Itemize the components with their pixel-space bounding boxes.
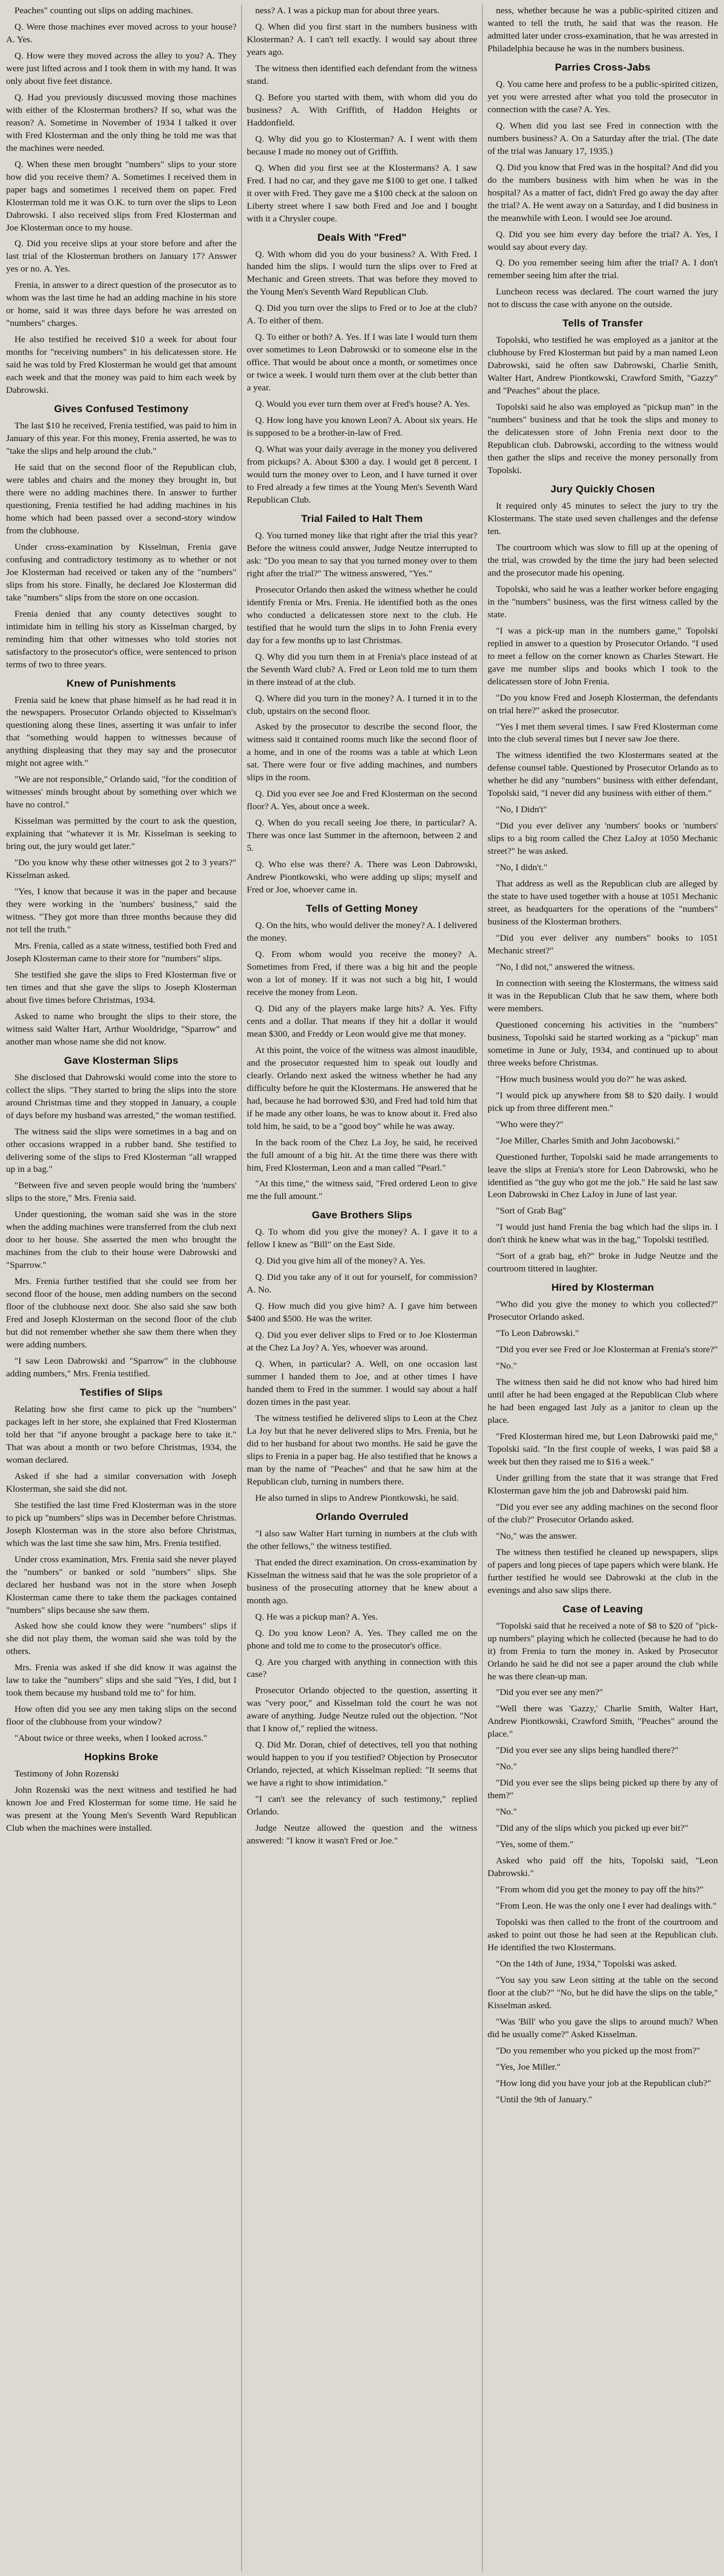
- paragraph: "Did you ever see the slips being picked up there by any of them?": [487, 1778, 718, 1801]
- paragraph: Q. Who else was there? A. There was Leon Dabrowski, Andrew Piontkowski, who were adding up slips; myself and Fred or Joe, whoever came in.: [247, 859, 477, 895]
- paragraph: Asked if she had a similar conversation with Joseph Klosterman, she said she did not.: [6, 1471, 237, 1494]
- paragraph: At this point, the voice of the witness was almost inaudible, and the prosecutor requested him to speak out loudly and clearly. Orlando next asked the witness whether he had any difficulty before he quit the Klostermans. He answered that he had, because he had borrowed $30, and Fred had told him that if he made any other loans, he was to know about it. Fred also told him, he said, to be a "good boy" while he was away.: [247, 1045, 477, 1131]
- paragraph: "Joe Miller, Charles Smith and John Jacobowski.": [496, 1135, 680, 1146]
- paragraph: "To Leon Dabrowski.": [496, 1328, 579, 1339]
- paragraph: "No.": [496, 1361, 517, 1372]
- paragraph: "We are not responsible," Orlando said, "for the condition of witnesses' minds brought about by something over which we have no control.": [6, 774, 237, 810]
- paragraph: Questioned concerning his activities in the "numbers" business, Topolski said he started working as a "pickup" man sometime in June or July, 1934, and continued up to about three weeks before Christmas.: [487, 1019, 718, 1068]
- paragraph: Q. On the hits, who would deliver the money? A. I delivered the money.: [247, 920, 477, 944]
- paragraph: He also turned in slips to Andrew Piontkowski, he said.: [255, 1492, 459, 1503]
- paragraph: "You say you saw Leon sitting at the table on the second floor at the club?" "No, but he did have the slips on the table," Kisselman asked.: [487, 1974, 718, 2011]
- paragraph: Under cross examination, Mrs. Frenia said she never played the "numbers" or banked or sold "numbers" slips. She declared her husband was not in the store when Joseph Klosterman came there to take them the packages contained "numbers" slips because she saw them.: [6, 1554, 237, 1615]
- paragraph: "Yes, I know that because it was in the paper and because they were working in the 'numbers' business," said the witness. "They got more than three months because they did not tell the truth.": [6, 886, 237, 935]
- paragraph: "I was a pick-up man in the numbers game," Topolski replied in answer to a question by Prosecutor Orlando. "I used to meet a fellow on the corner known as Charles Stewart. He gave me number slips and books which I took to the delicatessen store of John Frenia.: [487, 625, 718, 687]
- paragraph: "Was 'Bill' who you gave the slips to around much? When did he usually come?" Asked Kisselman.: [487, 2016, 718, 2040]
- paragraph: Under grilling from the state that it was strange that Fred Klosterman gave him the job and Dabrowski paid him.: [487, 1472, 718, 1496]
- paragraph: "I would pick up anywhere from $8 to $20 daily. I would pick up from three different men.": [487, 1090, 718, 1113]
- paragraph: Frenia said he knew that phase himself as he had read it in the newspapers. Prosecutor Orlando objected to Kisselman's questioning along these lines, asserting it was unfair to infer that "something would happen to witnesses because of anything displeasing that they may say and the prosecutor might not agree with.": [6, 695, 237, 769]
- paragraph: Under questioning, the woman said she was in the store when the adding machines were transferred from the club next door to her house. She asserted the men who brought the machines from the club to their house were Dabrowski and "Sparrow.": [6, 1209, 237, 1271]
- paragraph: John Rozenski was the next witness and testified he had known Joe and Fred Klosterman for some time. He said he was present at the Young Men's Seventh Ward Republican Club when the machines were installed.: [6, 1785, 237, 1834]
- paragraph: Relating how she first came to pick up the "numbers" packages left in her store, she explained that Fred Klosterman told her that "if anyone brought a package here to take it." That was about a month or two before Christmas, 1934, the woman declared.: [6, 1404, 237, 1465]
- subheading: Hired by Klosterman: [551, 1282, 655, 1294]
- paragraph: The courtroom which was slow to fill up at the opening of the trial, was crowded by the time the jury had been selected and the prosecutor made his opening.: [487, 542, 718, 578]
- paragraph: Mrs. Frenia further testified that she could see from her second floor of the house, men adding numbers on the second floor of the clubhouse next door. She also said she saw both Fred and Joseph Klosterman on the second floor of the club but did not remember whether she saw them there when they were adding numbers.: [6, 1276, 237, 1350]
- paragraph: "Topolski said that he received a note of $8 to $20 of "pick-up numbers" playing which he collected (because he had to do it) from Frenia to turn the money in. Asked by Prosecutor Orlando he said he did not see a paper around the club while he was there clean-up man.: [487, 1620, 718, 1682]
- paragraph: Q. Before you started with them, with whom did you do business? A. With Griffith, of Haddon Heights or Haddonfield.: [247, 92, 477, 128]
- paragraph: He also testified he received $10 a week for about four months for "receiving numbers" in his delicatessen store. He said he was told by Fred Klosterman he would get that amount each week and that the money was paid to him each week by Dabrowski.: [6, 334, 237, 396]
- paragraph: "Well there was 'Gazzy,' Charlie Smith, Walter Hart, Andrew Piontkowski, Crawford Smith, "Peaches" around the place.": [487, 1703, 718, 1740]
- paragraph: Prosecutor Orlando objected to the question, asserting it was "very poor," and Kisselman told the court he was not aware of anything. Judge Neutze ruled out the objection. "Not that I know of," replied the witness.: [247, 1685, 477, 1734]
- paragraph: Q. When do you recall seeing Joe there, in particular? A. There was once last Summer in the afternoon, between 2 and 5.: [247, 818, 477, 854]
- paragraph: Topolski said he also was employed as "pickup man" in the "numbers" business and that he took the slips and money to the delicatessen store of John Frenia next door to the Republican club. Dabrowski, according to the witness would then gather the slips and receive the money personally from Topolski.: [487, 402, 718, 476]
- paragraph: Q. With whom did you do your business? A. With Fred. I handed him the slips. I would turn the slips over to Fred at Mechanic and Green streets. That was before they moved to the Young Men's Seventh Ward Republican Club.: [247, 249, 477, 297]
- paragraph: "Do you know Fred and Joseph Klosterman, the defendants on trial here?" asked the prosecutor.: [487, 692, 718, 716]
- paragraph: Peaches" counting out slips on adding machines.: [14, 5, 193, 16]
- paragraph: The witness testified he delivered slips to Leon at the Chez La Joy but that he never delivered slips to Mrs. Frenia, but he did to her husband for about two months. He said he gave the slips to Frenia in a paper bag. He also testified that he knows a man by the name of "Peaches" and that he saw him at the Republican club, turning in numbers there.: [247, 1413, 477, 1487]
- paragraph: She testified the last time Fred Klosterman was in the store to pick up "numbers" slips was in December before Christmas. Joseph Klosterman was in the store also before Christmas, which was the last time she saw him, Mrs. Frenia testified.: [6, 1499, 237, 1548]
- article-column-2: [247, 5, 483, 2571]
- article-column-3: [487, 5, 718, 2571]
- paragraph: Q. What was your daily average in the money you delivered from pickups? A. About $300 a day. I would get 8 percent. I would turn the money over to Leon, and I have turned it over to Fred already a few times at the Young Men's Seventh Ward Republican Club.: [247, 444, 477, 505]
- paragraph: ness? A. I was a pickup man for about three years.: [255, 5, 440, 16]
- paragraph: In connection with seeing the Klostermans, the witness said it was in the Republican Club that he saw them, where both were members.: [487, 978, 718, 1014]
- paragraph: ness, whether because he was a public-spirited citizen and wanted to tell the truth, he said that was the reason. He admitted later under cross-examination, that he was arrested in Philadelphia because he was in the numbers business.: [487, 5, 718, 54]
- paragraph: Q. From whom would you receive the money? A. Sometimes from Fred, if there was a big hit and the people won a lot of money. If it was not such a big hit, I would receive the money from Leon.: [247, 949, 477, 997]
- paragraph: It required only 45 minutes to select the jury to try the Klostermans. The state used seven challenges and the defense ten.: [487, 501, 718, 536]
- subheading: Trial Failed to Halt Them: [301, 512, 423, 524]
- paragraph: Asked by the prosecutor to describe the second floor, the witness said it contained rooms much like the second floor of a home, and in one of the rooms was a table at which Leon sat. There were four or five adding machines, and numbers slips in the room.: [247, 722, 477, 783]
- paragraph: "How long did you have your job at the Republican club?": [496, 2078, 711, 2088]
- paragraph: Topolski was then called to the front of the courtroom and asked to point out those he had seen at the Republican club. He identified the two Klostermans.: [487, 1917, 718, 1953]
- subheading: Parries Cross-Jabs: [554, 61, 651, 73]
- paragraph: Q. He was a pickup man? A. Yes.: [255, 1611, 378, 1622]
- paragraph: Q. Would you ever turn them over at Fred's house? A. Yes.: [255, 399, 470, 410]
- paragraph: Q. Did you ever see Joe and Fred Klosterman on the second floor? A. Yes, about once a week.: [247, 789, 477, 812]
- subheading: Case of Leaving: [562, 1603, 643, 1615]
- paragraph: "Who were they?": [496, 1119, 564, 1130]
- paragraph: Q. Where did you turn in the money? A. I turned it in to the club, upstairs on the second floor.: [247, 693, 477, 716]
- paragraph: Q. When, in particular? A. Well, on one occasion last summer I handed them to Joe, and at other times I have handed them to Fred in the summer. I would say about a half dozen times in the past year.: [247, 1359, 477, 1408]
- paragraph: The witness said the slips were sometimes in a bag and on other occasions wrapped in a rubber band. She testified to delivering some of the slips to Fred Klosterman "all wrapped up in a bag.": [6, 1126, 237, 1175]
- paragraph: He said that on the second floor of the Republican club, were tables and chairs and the money they brought in, but there were no adding machines there. In answer to further questioning, Frenia testified he had adding machines in his home which had been passed over a second-story window from the clubhouse.: [6, 462, 237, 536]
- paragraph: Asked who paid off the hits, Topolski said, "Leon Dabrowski.": [487, 1856, 718, 1879]
- paragraph: "Did you ever see any men?": [496, 1687, 603, 1698]
- subheading: Tells of Transfer: [562, 317, 643, 329]
- paragraph: Q. Are you charged with anything in connection with this case?: [247, 1656, 477, 1680]
- paragraph: She testified she gave the slips to Fred Klosterman five or ten times and that she gave the slips to Joseph Klosterman about five times before Christmas, 1934.: [6, 969, 237, 1005]
- paragraph: Q. To either or both? A. Yes. If I was late I would turn them over sometimes to Leon Dabrowski or to someone else in the office. That would be about once a month, or sometimes once or twice a week. I would turn them over at the club better than a year.: [247, 332, 477, 393]
- paragraph: Prosecutor Orlando then asked the witness whether he could identify Frenia or Mrs. Frenia. He identified both as the ones who conducted a delicatessen store next to the club. He testified that he would turn the slips in to John Frenia every day for a few months up to last Christmas.: [247, 584, 477, 646]
- paragraph: Q. Did you take any of it out for yourself, for commission? A. No.: [247, 1272, 477, 1296]
- paragraph: Q. You came here and profess to be a public-spirited citizen, yet you were arrested after what you told the prosecutor in connection with the case? A. Yes.: [487, 78, 718, 115]
- paragraph: "How much business would you do?" he was asked.: [496, 1073, 687, 1084]
- subheading: Deals With "Fred": [317, 231, 407, 243]
- paragraph: "From whom did you get the money to pay off the hits?": [496, 1884, 704, 1895]
- paragraph: The witness then said he did not know who had hired him until after he had been engaged at the Republican Club where he had been engaged last July as a janitor to clean up the place.: [487, 1377, 718, 1426]
- paragraph: "Did you ever deliver any numbers" books to 1051 Mechanic street?": [487, 933, 718, 956]
- paragraph: "No, I Didn't": [496, 804, 547, 815]
- paragraph: "No, I didn't.": [496, 862, 548, 873]
- subheading: Gives Confused Testimony: [54, 403, 189, 415]
- paragraph: That address as well as the Republican club are alleged by the state to have used together with a house at 1051 Mechanic street, as headquarters for the operations of the "numbers" business of the Klosterman brothers.: [487, 879, 718, 927]
- paragraph: "Did you ever see Fred or Joe Klosterman at Frenia's store?": [496, 1344, 718, 1355]
- paragraph: Q. Did you turn over the slips to Fred or to Joe at the club? A. To either of them.: [247, 303, 477, 326]
- paragraph: Under cross-examination by Kisselman, Frenia gave confusing and contradictory testimony as to whether or not Joe Klosterman had received or taken any of the "numbers" slips from his store. Finally, he declared Joe Klosterman did take "numbers" slips from the store on one occasion.: [6, 541, 237, 603]
- paragraph: Q. Did you know that Fred was in the hospital? And did you do the numbers business with him when he was in the hospital? As a matter of fact, didn't Fred go away the day after the trial? A. He went away on a Saturday, and I did business in the meanwhile with Leon. I would see Joe around.: [487, 162, 718, 223]
- paragraph: "I saw Leon Dabrowski and "Sparrow" in the clubhouse adding numbers," Mrs. Frenia testified.: [6, 1356, 237, 1379]
- subheading: Testifies of Slips: [80, 1386, 163, 1398]
- paragraph: "Until the 9th of January.": [496, 2094, 592, 2105]
- paragraph: "Who did you give the money to which you collected?" Prosecutor Orlando asked.: [487, 1299, 718, 1323]
- paragraph: "No," was the answer.: [496, 1530, 577, 1541]
- paragraph: Q. Did you ever deliver slips to Fred or to Joe Klosterman at the Chez La Joy? A. Yes, whoever was around.: [247, 1330, 477, 1353]
- paragraph: Q. Why did you turn them in at Frenia's place instead of at the Seventh Ward club? A. Fred or Leon told me to turn them in there instead of at the club.: [247, 651, 477, 687]
- paragraph: "Did you ever see any slips being handled there?": [496, 1745, 679, 1756]
- subheading: Gave Klosterman Slips: [64, 1054, 179, 1066]
- subheading: Knew of Punishments: [66, 677, 176, 689]
- paragraph: "I would just hand Frenia the bag which had the slips in. I don't think he knew what was in the bag," Topolski testified.: [487, 1222, 718, 1245]
- paragraph: Q. Do you know Leon? A. Yes. They called me on the phone and told me to come to the prosecutor's office.: [247, 1627, 477, 1651]
- paragraph: Mrs. Frenia was asked if she did know it was against the law to take the "numbers" slips and she said "Yes, I did, but I took them because my husband told me to" for him.: [6, 1662, 237, 1699]
- paragraph: Q. How much did you give him? A. I gave him between $400 and $500. He was the writer.: [247, 1301, 477, 1325]
- paragraph: "I can't see the relevancy of such testimony," replied Orlando.: [247, 1794, 477, 1818]
- paragraph: Q. Do you remember seeing him after the trial? A. I don't remember seeing him after the trial.: [487, 258, 718, 281]
- paragraph: Q. Did you give him all of the money? A. Yes.: [255, 1256, 425, 1267]
- subheading: Hopkins Broke: [84, 1751, 159, 1763]
- paragraph: The witness identified the two Klostermans seated at the defense counsel table. Questioned by Prosecutor Orlando as to whether he did any "numbers" business with either defendant, Topolski said, "I never did any business with either of them.": [487, 750, 718, 799]
- paragraph: "Yes, Joe Miller.": [496, 2061, 561, 2072]
- paragraph: Q. Did you receive slips at your store before and after the last trial of the Klosterman brothers on January 17? Answer yes or no. A. Yes.: [6, 238, 237, 275]
- paragraph: Luncheon recess was declared. The court warned the jury not to discuss the case with anyone on the outside.: [487, 287, 718, 310]
- paragraph: Q. When did you first start in the numbers business with Klosterman? A. I can't tell exactly. I would say about three years ago.: [247, 21, 477, 57]
- paragraph: "About twice or three weeks, when I looked across.": [14, 1733, 208, 1744]
- article-column-1: [6, 5, 242, 2571]
- paragraph: "No.": [496, 1807, 517, 1818]
- paragraph: Asked how she could know they were "numbers" slips if she did not play them, the woman said she was told by the others.: [6, 1621, 237, 1657]
- paragraph: "No, I did not," answered the witness.: [496, 961, 635, 972]
- paragraph: In the back room of the Chez La Joy, he said, he received the full amount of a big hit. At the time there was there with him, Fred Klosterman, Leon and a man called "Pearl.": [247, 1137, 477, 1173]
- paragraph: "Sort of a grab bag, eh?" broke in Judge Neutze and the courtroom tittered in laughter.: [487, 1251, 718, 1274]
- paragraph: Mrs. Frenia, called as a state witness, testified both Fred and Joseph Klosterman came to their store for "numbers" slips.: [6, 940, 237, 964]
- paragraph: Topolski, who testified he was employed as a janitor at the clubhouse by Fred Klosterman but paid by a man named Leon Dabrowski, said he often saw Dabrowski, Charlie Smith, Walter Hart, Andrew Piontkowski, Crawford Smith, "Gazzy" and "Peaches" about the place.: [487, 335, 718, 396]
- paragraph: "Do you remember who you picked up the most from?": [496, 2045, 700, 2056]
- paragraph: Q. When did you last see Fred in connection with the numbers business? A. On a Saturday after the trial. (The date of the trial was January 17, 1935.): [487, 120, 718, 156]
- paragraph: That ended the direct examination. On cross-examination by Kisselman the witness said that he was the sole proprietor of a business of the prosecuting attorney that he knew about a month ago.: [247, 1557, 477, 1606]
- paragraph: Q. Did any of the players make large hits? A. Yes. Fifty cents and a dollar. That means if they hit a dollar it would mean $300, and Freddy or Leon would give me that money.: [247, 1003, 477, 1039]
- paragraph: Q. When these men brought "numbers" slips to your store how did you receive them? A. Sometimes I received them in paper bags and sometimes I received them on paper. Fred Klosterman told me it was O.K. to turn over the slips to Leon Dabrowski. I also received slips from Fred Klosterman and Joe Klosterman once to my house.: [6, 159, 237, 233]
- paragraph: Testimony of John Rozenski: [14, 1769, 119, 1779]
- paragraph: The witness then identified each defendant from the witness stand.: [247, 63, 477, 86]
- paragraph: Frenia, in answer to a direct question of the prosecutor as to whom was the last time he had an adding machine in his store or home, said it was three days before he was arrested on "numbers" charges.: [6, 280, 237, 329]
- paragraph: "From Leon. He was the only one I ever had dealings with.": [496, 1901, 717, 1912]
- paragraph: Q. To whom did you give the money? A. I gave it to a fellow I knew as "Bill" on the East Side.: [247, 1227, 477, 1250]
- paragraph: "Sort of Grab Bag": [496, 1206, 567, 1216]
- paragraph: "Did you ever deliver any 'numbers' books or 'numbers' slips to a big room called the Chez LaJoy at 1050 Mechanic street?" he was asked.: [487, 821, 718, 857]
- paragraph: Q. Did you see him every day before the trial? A. Yes, I would say about every day.: [487, 229, 718, 252]
- paragraph: Asked to name who brought the slips to their store, the witness said Walter Hart, Arthur Wooldridge, "Sparrow" and another man whose name she did not know.: [6, 1011, 237, 1047]
- paragraph: Topolski, who said he was a leather worker before engaging in the "numbers" business, was the first witness called by the state.: [487, 584, 718, 620]
- paragraph: Q. Were those machines ever moved across to your house? A. Yes.: [6, 21, 237, 45]
- subheading: Gave Brothers Slips: [311, 1209, 413, 1221]
- paragraph: "At this time," the witness said, "Fred ordered Leon to give me the full amount.": [247, 1178, 477, 1202]
- subheading: Tells of Getting Money: [306, 903, 418, 915]
- paragraph: Q. How were they moved across the alley to you? A. They were just lifted across and I took them in with my hand. It was only about five feet distance.: [6, 50, 237, 86]
- subheading: Jury Quickly Chosen: [550, 483, 655, 495]
- paragraph: "No.": [496, 1761, 517, 1772]
- paragraph: The last $10 he received, Frenia testified, was paid to him in January of this year. For this money, Frenia asserted, he was to "take the slips and help around the club.": [6, 421, 237, 457]
- paragraph: Q. You turned money like that right after the trial this year? Before the witness could answer, Judge Neutze interrupted to ask: "Do you mean to say that you turned money over to them right after the trial?" The witness answered, "Yes.": [247, 530, 477, 579]
- paragraph: Q. Why did you go to Klosterman? A. I went with them because I made no money out of Griffith.: [247, 133, 477, 157]
- paragraph: "Between five and seven people would bring the 'numbers' slips to the store," Mrs. Frenia said.: [6, 1180, 237, 1204]
- paragraph: Judge Neutze allowed the question and the witness answered: "I know it wasn't Fred or Joe.": [247, 1823, 477, 1846]
- paragraph: Kisselman was permitted by the court to ask the question, explaining that "whatever it is Mr. Kisselman is seeking to bring out, the jury would get later.": [6, 816, 237, 852]
- paragraph: Q. When did you first see at the Klostermans? A. I saw Fred. I had no car, and they gave me $100 to get one. I talked it over with Fred. They gave me a $100 check at the saloon on Liberty street where I saw both Fred and Joe and I bought with it a Chrysler coupe.: [247, 162, 477, 224]
- paragraph: "Yes, some of them.": [496, 1839, 574, 1850]
- subheading: Orlando Overruled: [316, 1510, 408, 1522]
- paragraph: "On the 14th of June, 1934," Topolski was asked.: [496, 1958, 678, 1969]
- paragraph: Q. How long have you known Leon? A. About six years. He is supposed to be a brother-in-law of Fred.: [247, 415, 477, 439]
- paragraph: "Do you know why these other witnesses got 2 to 3 years?" Kisselman asked.: [6, 857, 237, 881]
- paragraph: How often did you see any men taking slips on the second floor of the clubhouse from your window?: [6, 1704, 237, 1728]
- paragraph: Questioned further, Topolski said he made arrangements to leave the slips at Frenia's store for Leon Dabrowski, who he identified as "the guy who got me the job." He said he last saw Leon Dabrowski in Chez LaJoy in June of last year.: [487, 1151, 718, 1200]
- paragraph: Q. Had you previously discussed moving those machines with either of the Klosterman brothers? If so, what was the reason? A. Sometime in November of 1934 I talked it over with Fred Klosterman and the only thing he told me was that the machines were needed.: [6, 92, 237, 153]
- paragraph: Frenia denied that any county detectives sought to intimidate him in telling his story as Kisselman charged, by reminding him that other witnesses who told stories not satisfactory to the prosecutor's office, were sentenced to prison terms of two to three years.: [6, 608, 237, 670]
- paragraph: She disclosed that Dabrowski would come into the store to collect the slips. "They started to bring the slips into the store around Christmas time and they stopped in January, a couple of days before my husband was arrested," the woman testified.: [6, 1072, 237, 1121]
- paragraph: The witness then testified he cleaned up newspapers, slips of papers and long pieces of tape papers which were blank. He further testified he would see Dabrowski at the club in the evenings and also saw slips there.: [487, 1547, 718, 1595]
- paragraph: "Yes I met them several times. I saw Fred Klosterman come into the club several times but I never saw Joe there.: [487, 721, 718, 745]
- paragraph: Q. Did Mr. Doran, chief of detectives, tell you that nothing would happen to you if you testified? Objection by Prosecutor Orlando, rejected, at which Kisselman replied: "It seems that we have a right to show intimidation.": [247, 1740, 477, 1789]
- paragraph: "Did any of the slips which you picked up ever bit?": [496, 1823, 688, 1834]
- paragraph: "Fred Klosterman hired me, but Leon Dabrowski paid me," Topolski said. "In the first couple of weeks, I was paid $8 a week but then they raised me to $16 a week.": [487, 1431, 718, 1467]
- paragraph: "Did you ever see any adding machines on the second floor of the club?" Prosecutor Orlando asked.: [487, 1501, 718, 1525]
- paragraph: "I also saw Walter Hart turning in numbers at the club with the other fellows," the witness testified.: [247, 1528, 477, 1551]
